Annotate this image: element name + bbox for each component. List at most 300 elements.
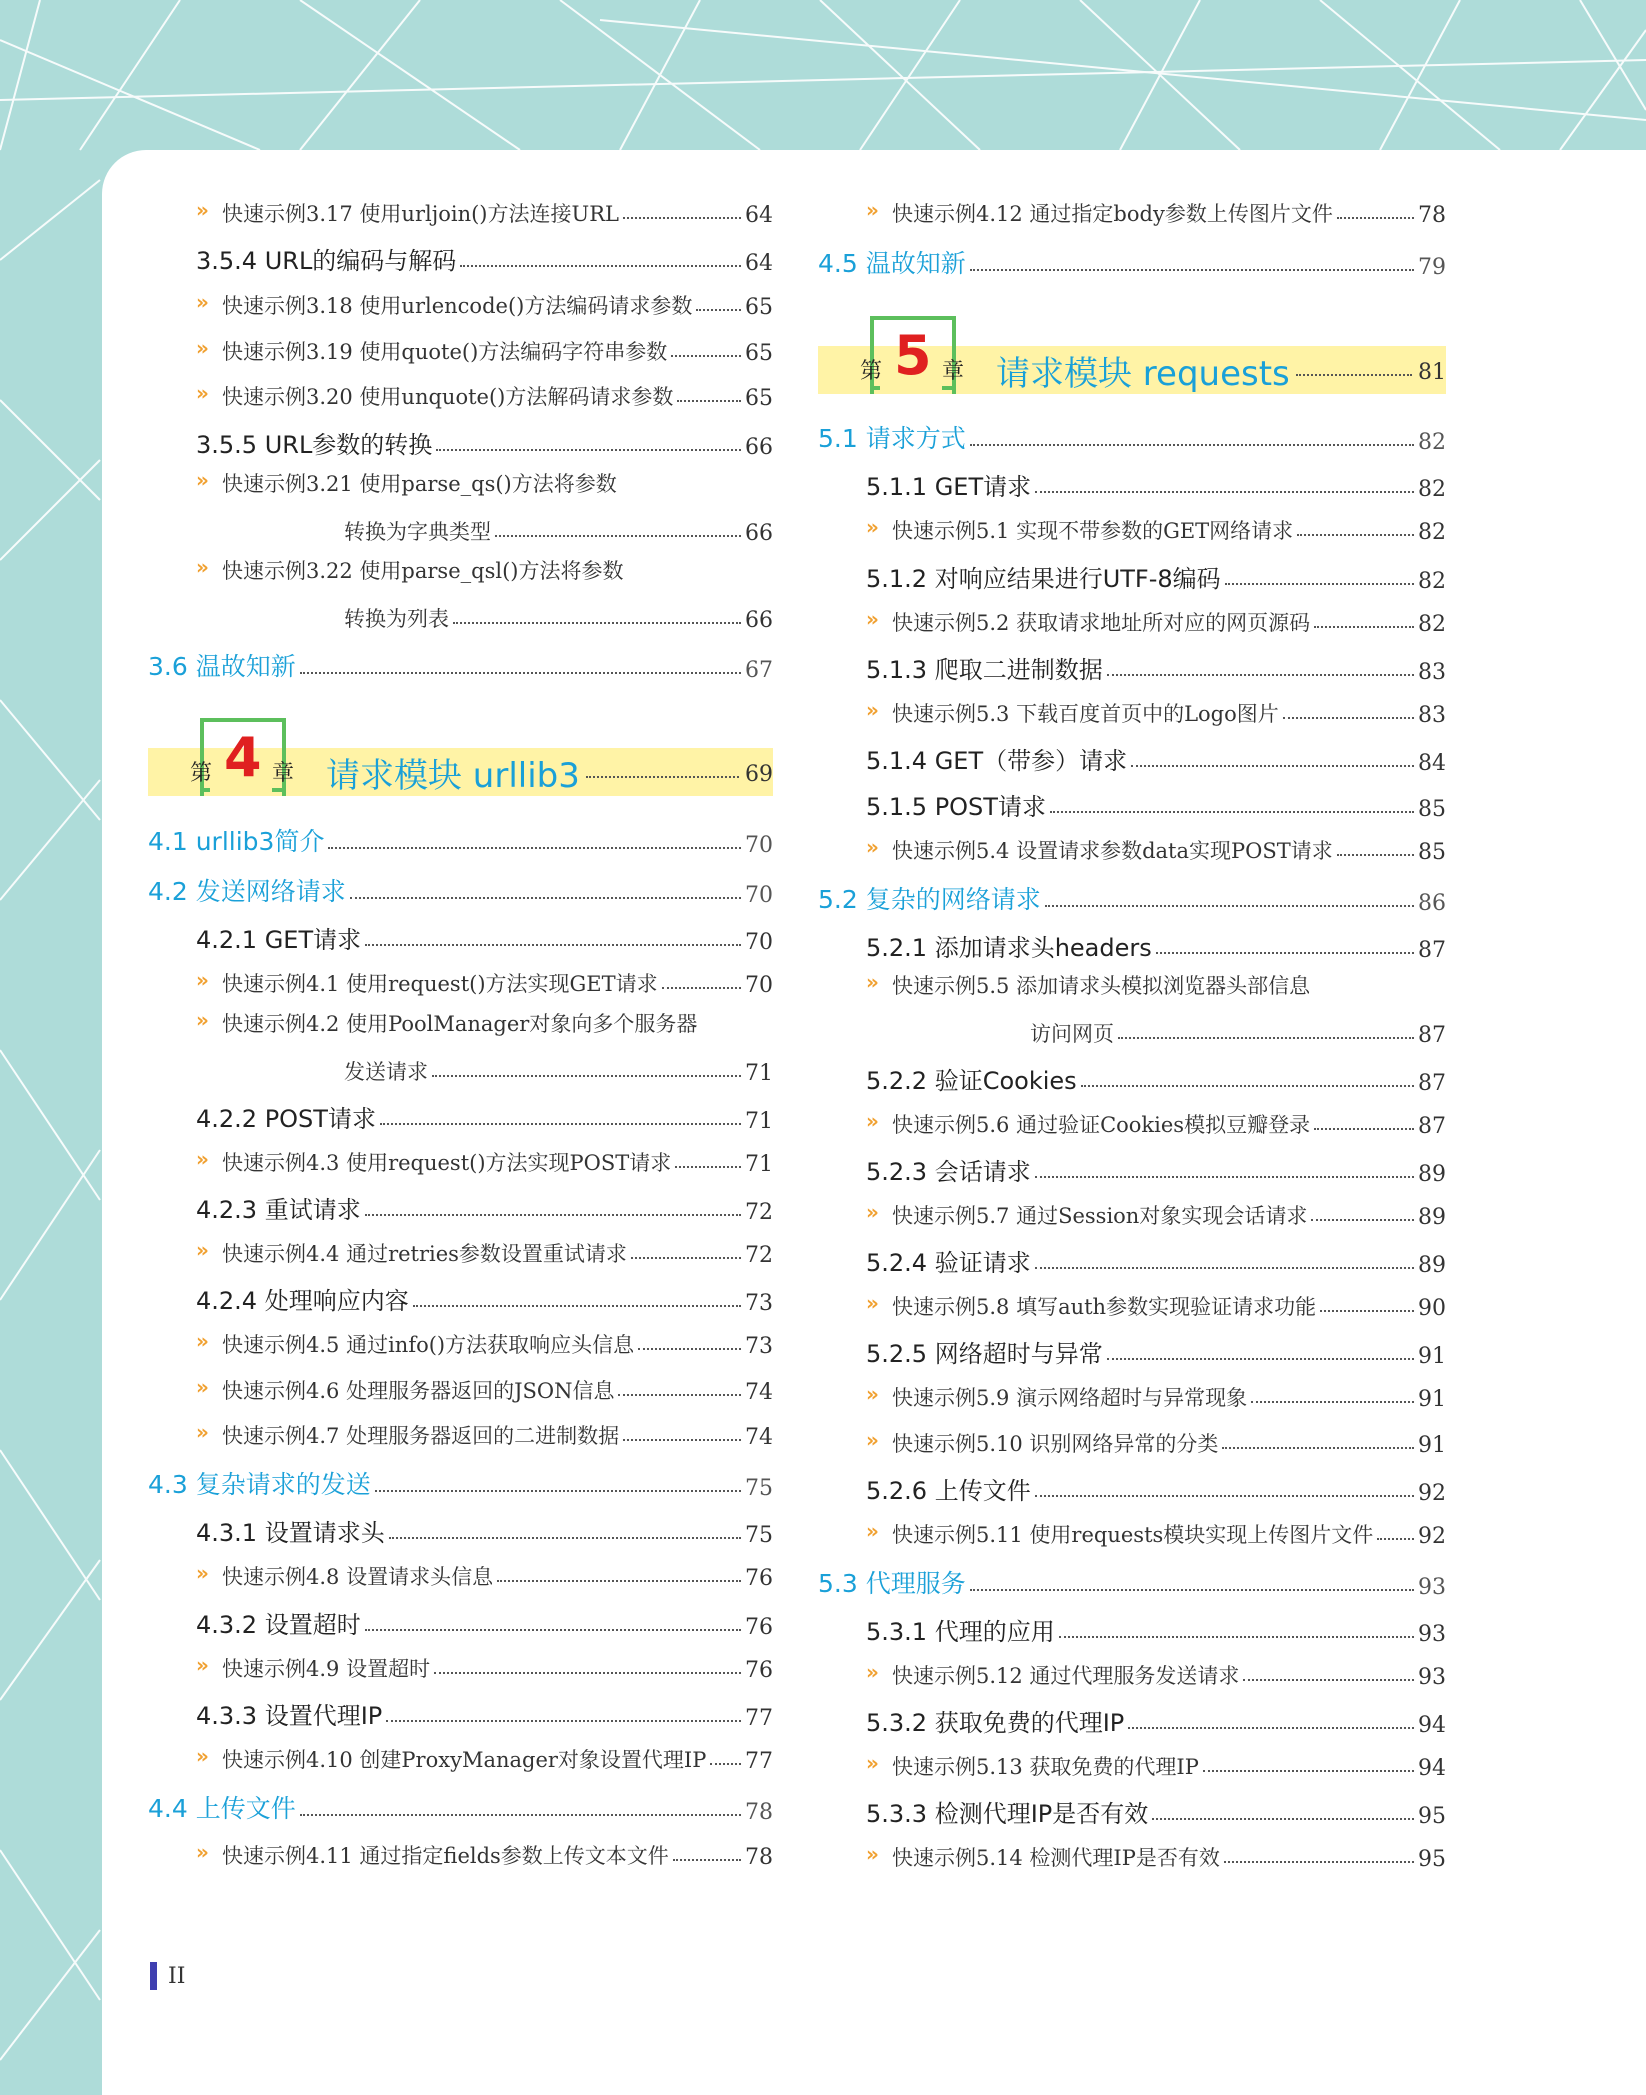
toc-subsection[interactable] [818,1611,1446,1647]
leader-dots [710,1763,741,1765]
page-ref: 65 [745,295,773,320]
leader-dots [1050,811,1414,813]
double-chevron-icon: » [196,1561,209,1585]
leader-dots [696,309,741,311]
toc-example-label: 快速示例5.7 通过Session对象实现会话请求 [892,1204,1308,1228]
page-ref: 71 [745,1109,773,1134]
toc-example-label: 快速示例5.12 通过代理服务发送请求 [892,1664,1240,1688]
page-ref: 77 [745,1706,773,1731]
chapter-frame-foot-left [200,788,210,792]
leader-dots [1283,717,1414,719]
toc-example[interactable] [818,1194,1446,1230]
page-ref: 66 [745,435,773,460]
toc-example-line2-label: 访问网页 [1030,1022,1114,1046]
page-ref: 82 [1418,612,1446,637]
leader-dots [1314,626,1414,628]
page-ref: 76 [745,1658,773,1683]
toc-subsection-label: 5.3.2 获取免费的代理IP [866,1709,1125,1737]
page-ref: 76 [745,1566,773,1591]
toc-subsection-label: 5.2.5 网络超时与异常 [866,1340,1103,1368]
leader-dots [638,1348,741,1350]
toc-example-label: 快速示例5.1 实现不带参数的GET网络请求 [892,519,1294,543]
double-chevron-icon: » [196,1238,209,1262]
toc-example-label: 快速示例4.11 通过指定fields参数上传文本文件 [222,1844,669,1868]
leader-dots [631,1257,741,1259]
toc-example-line2[interactable] [148,597,773,633]
toc-example[interactable] [818,1103,1446,1139]
page-ref: 95 [1418,1804,1446,1829]
toc-example[interactable] [148,330,773,366]
double-chevron-icon: » [866,1382,879,1406]
double-chevron-icon: » [866,515,879,539]
page-ref: 93 [1418,1665,1446,1690]
page-ref: 87 [1418,1071,1446,1096]
toc-example[interactable] [148,1141,773,1177]
toc-subsection[interactable] [148,1189,773,1225]
toc-subsection-label: 3.5.5 URL参数的转换 [196,431,433,459]
double-chevron-icon: » [866,1751,879,1775]
double-chevron-icon: » [196,468,209,492]
toc-example[interactable] [818,829,1446,865]
leader-dots [495,535,741,537]
page-ref: 82 [1418,477,1446,502]
page-ref: 87 [1418,1023,1446,1048]
page-ref: 91 [1418,1387,1446,1412]
toc-subsection[interactable] [818,927,1446,963]
chapter-title: 请求模块 urllib3 [326,756,580,796]
page-ref: 75 [745,1523,773,1548]
toc-example-line2-label: 转换为字典类型 [344,520,491,544]
page-ref: 65 [745,341,773,366]
toc-section-label: 4.4 上传文件 [148,1794,296,1823]
toc-example-line1: 快速示例3.21 使用parse_qs()方法将参数 [222,472,617,496]
chapter-number: 5 [894,324,932,387]
double-chevron-icon: » [866,1842,879,1866]
toc-example-label: 快速示例4.4 通过retries参数设置重试请求 [222,1242,627,1266]
page-ref: 94 [1418,1713,1446,1738]
toc-subsection-label: 4.3.2 设置超时 [196,1611,361,1639]
page-ref: 85 [1418,797,1446,822]
page-ref: 71 [745,1152,773,1177]
page-ref: 73 [745,1334,773,1359]
toc-example[interactable] [818,1654,1446,1690]
toc-example-label: 快速示例4.12 通过指定body参数上传图片文件 [892,202,1333,226]
double-chevron-icon: » [866,1291,879,1315]
page-ref: 91 [1418,1433,1446,1458]
leader-dots [432,1075,741,1077]
double-chevron-icon: » [866,1519,879,1543]
toc-example-label: 快速示例4.7 处理服务器返回的二进制数据 [222,1424,620,1448]
toc-subsection[interactable] [818,558,1446,594]
page-ref: 78 [745,1800,773,1825]
toc-section[interactable] [148,872,773,908]
toc-subsection[interactable] [818,1470,1446,1506]
page-ref: 85 [1418,840,1446,865]
page-ref: 81 [1418,360,1446,385]
page-ref: 86 [1418,891,1446,916]
leader-dots [1059,1636,1414,1638]
toc-example[interactable] [818,692,1446,728]
toc-section-label: 5.3 代理服务 [818,1569,966,1598]
leader-dots [970,269,1414,271]
toc-section[interactable] [818,419,1446,455]
page-ref: 70 [745,973,773,998]
leader-dots [300,672,741,674]
page-ref: 93 [1418,1622,1446,1647]
page-ref: 84 [1418,751,1446,776]
leader-dots [1314,1128,1414,1130]
toc-subsection-label: 3.5.4 URL的编码与解码 [196,247,457,275]
toc-subsection[interactable] [818,786,1446,822]
toc-subsection[interactable] [818,1242,1446,1278]
toc-example[interactable] [148,1414,773,1450]
toc-example[interactable] [818,1285,1446,1321]
toc-example-label: 快速示例4.6 处理服务器返回的JSON信息 [222,1379,615,1403]
double-chevron-icon: » [196,1147,209,1171]
double-chevron-icon: » [196,1840,209,1864]
leader-dots [970,1589,1414,1591]
leader-dots [413,1305,741,1307]
toc-subsection[interactable] [148,424,773,460]
toc-subsection-label: 4.3.3 设置代理IP [196,1702,383,1730]
leader-dots [1035,491,1414,493]
double-chevron-icon: » [866,698,879,722]
leader-dots [1118,1037,1414,1039]
leader-dots [1035,1495,1414,1497]
page-ref: 92 [1418,1481,1446,1506]
page-ref: 75 [745,1476,773,1501]
toc-section-label: 4.1 urllib3简介 [148,827,325,856]
toc-subsection-label: 4.2.3 重试请求 [196,1196,361,1224]
double-chevron-icon: » [866,835,879,859]
double-chevron-icon: » [196,1744,209,1768]
toc-example[interactable] [818,1376,1446,1412]
leader-dots [1296,374,1412,376]
double-chevron-icon: » [866,1660,879,1684]
chapter-frame-foot-left [870,386,880,390]
page-ref: 89 [1418,1162,1446,1187]
toc-subsection[interactable] [148,1604,773,1640]
toc-subsection[interactable] [818,1060,1446,1096]
page-ref: 65 [745,386,773,411]
toc-section-label: 4.2 发送网络请求 [148,877,346,906]
page-ref: 82 [1418,569,1446,594]
toc-subsection-label: 5.2.3 会话请求 [866,1158,1031,1186]
toc-subsection[interactable] [148,1512,773,1548]
page-ref: 82 [1418,430,1446,455]
toc-example-line2[interactable] [148,510,773,546]
page-ref: 72 [745,1200,773,1225]
toc-example-line2[interactable] [818,1012,1446,1048]
toc-example[interactable] [148,1555,773,1591]
leader-dots [328,847,741,849]
toc-example-label: 快速示例4.8 设置请求头信息 [222,1565,494,1589]
toc-example-multiline[interactable] [148,555,773,591]
toc-subsection-label: 5.1.2 对响应结果进行UTF-8编码 [866,565,1221,593]
toc-subsection[interactable] [148,1695,773,1731]
chapter-suffix: 章 [272,761,295,786]
toc-example-multiline[interactable] [148,1008,773,1044]
double-chevron-icon: » [196,1375,209,1399]
page-ref: 90 [1418,1296,1446,1321]
leader-dots [1035,1267,1414,1269]
toc-section-label: 3.6 温故知新 [148,652,296,681]
chapter-heading[interactable] [818,324,1446,394]
toc-subsection-label: 5.3.3 检测代理IP是否有效 [866,1800,1149,1828]
toc-example-line1: 快速示例5.5 添加请求头模拟浏览器头部信息 [892,974,1311,998]
toc-example[interactable] [818,601,1446,637]
toc-example-label: 快速示例4.3 使用request()方法实现POST请求 [222,1151,672,1175]
page-ref: 83 [1418,660,1446,685]
toc-example-label: 快速示例3.17 使用urljoin()方法连接URL [222,202,619,226]
page-ref: 95 [1418,1847,1446,1872]
toc-example[interactable] [148,1834,773,1870]
page-ref: 87 [1418,1114,1446,1139]
chapter-heading[interactable] [148,726,773,796]
leader-dots [365,1214,741,1216]
toc-example[interactable] [818,192,1446,228]
chapter-suffix: 章 [942,359,965,384]
double-chevron-icon: » [196,1420,209,1444]
double-chevron-icon: » [866,970,879,994]
toc-subsection[interactable] [818,740,1446,776]
toc-section[interactable] [818,1564,1446,1600]
toc-example-label: 快速示例5.14 检测代理IP是否有效 [892,1846,1220,1870]
toc-example-label: 快速示例5.9 演示网络超时与异常现象 [892,1386,1248,1410]
leader-dots [671,355,741,357]
page-ref: 70 [745,930,773,955]
leader-dots [1152,1818,1414,1820]
toc-example[interactable] [148,1738,773,1774]
toc-example[interactable] [148,1647,773,1683]
leader-dots [675,1166,741,1168]
leader-dots [623,217,741,219]
toc-example-multiline[interactable] [148,468,773,504]
leader-dots [497,1580,741,1582]
leader-dots [380,1123,741,1125]
toc-example-label: 快速示例4.10 创建ProxyManager对象设置代理IP [222,1748,707,1772]
page-ref: 66 [745,521,773,546]
page-number-marker [150,1962,157,1990]
chapter-number: 4 [224,726,262,789]
toc-section[interactable] [148,1789,773,1825]
toc-section[interactable] [818,244,1446,280]
toc-subsection-label: 5.1.3 爬取二进制数据 [866,656,1103,684]
toc-example[interactable] [148,962,773,998]
page-ref: 67 [745,658,773,683]
leader-dots [970,444,1414,446]
leader-dots [350,897,741,899]
toc-subsection[interactable] [148,1098,773,1134]
toc-subsection-label: 5.1.5 POST请求 [866,793,1046,821]
toc-section-label: 4.3 复杂请求的发送 [148,1470,371,1499]
page-ref: 94 [1418,1756,1446,1781]
leader-dots [375,1490,741,1492]
toc-subsection-label: 5.2.6 上传文件 [866,1477,1031,1505]
page-ref: 66 [745,608,773,633]
leader-dots [1225,583,1414,585]
toc-section-label: 4.5 温故知新 [818,249,966,278]
toc-subsection[interactable] [818,1333,1446,1369]
chapter-prefix: 第 [860,359,883,384]
page-ref: 78 [1418,203,1446,228]
toc-example-label: 快速示例5.2 获取请求地址所对应的网页源码 [892,611,1311,635]
toc-example-label: 快速示例5.10 识别网络异常的分类 [892,1432,1219,1456]
leader-dots [1311,1219,1414,1221]
toc-example-label: 快速示例3.18 使用urlencode()方法编码请求参数 [222,294,693,318]
double-chevron-icon: » [196,381,209,405]
toc-section[interactable] [148,822,773,858]
toc-example-label: 快速示例5.4 设置请求参数data实现POST请求 [892,839,1333,863]
leader-dots [1243,1679,1414,1681]
leader-dots [434,1672,741,1674]
toc-subsection[interactable] [148,1280,773,1316]
toc-example[interactable] [148,1232,773,1268]
page-ref: 89 [1418,1253,1446,1278]
toc-example-label: 快速示例5.13 获取免费的代理IP [892,1755,1199,1779]
chapter-frame-foot-right [272,788,282,792]
toc-subsection-label: 5.2.4 验证请求 [866,1249,1031,1277]
toc-subsection-label: 5.2.2 验证Cookies [866,1067,1077,1095]
double-chevron-icon: » [196,336,209,360]
leader-dots [300,1814,741,1816]
double-chevron-icon: » [196,968,209,992]
toc-example[interactable] [818,1836,1446,1872]
toc-example-line2[interactable] [148,1050,773,1086]
leader-dots [1128,1727,1414,1729]
toc-example[interactable] [818,509,1446,545]
leader-dots [623,1439,741,1441]
toc-example-label: 快速示例4.1 使用request()方法实现GET请求 [222,972,658,996]
toc-example[interactable] [818,1513,1446,1549]
page-ref: 87 [1418,938,1446,963]
toc-example-line1: 快速示例3.22 使用parse_qsl()方法将参数 [222,559,624,583]
toc-example[interactable] [818,1422,1446,1458]
toc-section-label: 5.1 请求方式 [818,424,966,453]
leader-dots [1377,1538,1414,1540]
toc-example-label: 快速示例3.20 使用unquote()方法解码请求参数 [222,385,674,409]
leader-dots [386,1720,741,1722]
page-ref: 79 [1418,255,1446,280]
page-ref: 64 [745,251,773,276]
double-chevron-icon: » [196,1653,209,1677]
toc-subsection-label: 4.3.1 设置请求头 [196,1519,385,1547]
toc-example-label: 快速示例5.11 使用requests模块实现上传图片文件 [892,1523,1374,1547]
page-ref: 71 [745,1061,773,1086]
page-ref: 82 [1418,520,1446,545]
toc-section[interactable] [818,880,1446,916]
toc-subsection-label: 4.2.2 POST请求 [196,1105,376,1133]
leader-dots [453,622,741,624]
page-ref: 93 [1418,1575,1446,1600]
leader-dots [673,1859,741,1861]
toc-example-multiline[interactable] [818,970,1446,1006]
toc-subsection[interactable] [818,1702,1446,1738]
toc-subsection-label: 5.3.1 代理的应用 [866,1618,1055,1646]
toc-subsection-label: 5.1.1 GET请求 [866,473,1032,501]
toc-subsection-label: 5.2.1 添加请求头headers [866,934,1152,962]
leader-dots [1320,1310,1414,1312]
toc-example-label: 快速示例4.5 通过info()方法获取响应头信息 [222,1333,635,1357]
page-ref: 69 [745,762,773,787]
toc-subsection[interactable] [148,919,773,955]
leader-dots [1203,1770,1414,1772]
toc-example-line1: 快速示例4.2 使用PoolManager对象向多个服务器 [222,1012,698,1036]
leader-dots [436,449,741,451]
toc-example-label: 快速示例4.9 设置超时 [222,1657,431,1681]
page-ref: 72 [745,1243,773,1268]
leader-dots [1156,952,1414,954]
toc-example-label: 快速示例5.6 通过验证Cookies模拟豆瓣登录 [892,1113,1311,1137]
leader-dots [662,987,741,989]
leader-dots [618,1394,741,1396]
double-chevron-icon: » [196,555,209,579]
toc-subsection-label: 4.2.1 GET请求 [196,926,362,954]
toc-subsection[interactable] [818,649,1446,685]
chapter-title: 请求模块 requests [996,354,1290,394]
toc-example[interactable] [148,1369,773,1405]
toc-section[interactable] [148,647,773,683]
double-chevron-icon: » [866,1109,879,1133]
leader-dots [389,1537,741,1539]
leader-dots [1131,765,1414,767]
page-ref: 74 [745,1425,773,1450]
leader-dots [1297,534,1414,536]
toc-section-label: 5.2 复杂的网络请求 [818,885,1041,914]
toc-subsection-label: 5.1.4 GET（带参）请求 [866,747,1128,775]
double-chevron-icon: » [866,607,879,631]
double-chevron-icon: » [196,198,209,222]
leader-dots [1251,1401,1414,1403]
toc-example[interactable] [148,1323,773,1359]
toc-example[interactable] [148,375,773,411]
chapter-frame-foot-right [942,386,952,390]
toc-subsection[interactable] [818,1151,1446,1187]
page-ref: 83 [1418,703,1446,728]
toc-subsection[interactable] [148,240,773,276]
toc-subsection[interactable] [818,1793,1446,1829]
chapter-prefix: 第 [190,761,213,786]
page-ref: 89 [1418,1205,1446,1230]
toc-subsection[interactable] [818,466,1446,502]
leader-dots [1337,854,1414,856]
page-ref: 77 [745,1749,773,1774]
page-ref: 73 [745,1291,773,1316]
page-ref: 76 [745,1615,773,1640]
toc-example[interactable] [148,284,773,320]
leader-dots [1107,674,1414,676]
page-ref: 70 [745,883,773,908]
page-ref: 91 [1418,1344,1446,1369]
toc-section[interactable] [148,1465,773,1501]
leader-dots [1337,217,1414,219]
double-chevron-icon: » [196,1008,209,1032]
toc-example-line2-label: 发送请求 [344,1060,428,1084]
page-ref: 92 [1418,1524,1446,1549]
toc-example-label: 快速示例5.8 填写auth参数实现验证请求功能 [892,1295,1317,1319]
double-chevron-icon: » [866,198,879,222]
page-ref: 74 [745,1380,773,1405]
page-ref: 70 [745,833,773,858]
double-chevron-icon: » [196,1329,209,1353]
page-number: II [168,1964,186,1989]
toc-example[interactable] [148,192,773,228]
double-chevron-icon: » [866,1200,879,1224]
toc-example[interactable] [818,1745,1446,1781]
leader-dots [1222,1447,1414,1449]
leader-dots [1107,1358,1414,1360]
toc-example-line2-label: 转换为列表 [344,607,449,631]
